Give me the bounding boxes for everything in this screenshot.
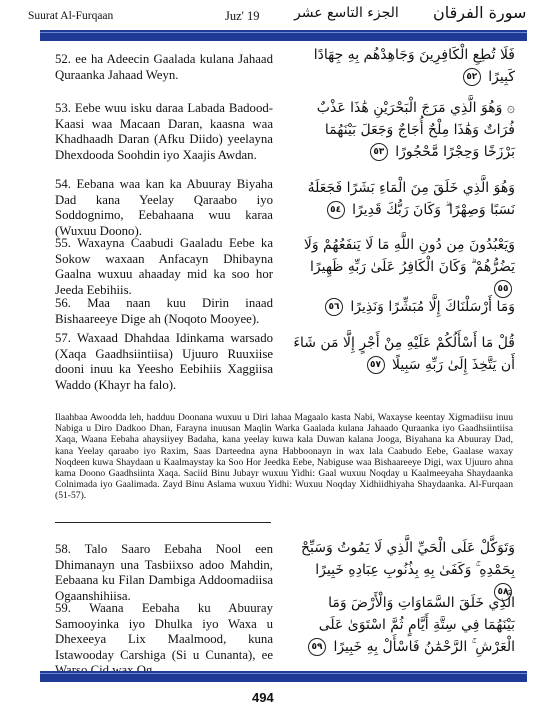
bottom-decorative-band xyxy=(40,671,527,682)
verse-translation-54: 54. Eebana waa kan ka Abuuray Biyaha Dad kana Yeelay Qaraabo iyo Soddognimo, Eebahaana wuu karaa (Wuxuu Doono). xyxy=(55,177,273,238)
juz-label: Juz' 19 xyxy=(225,9,260,23)
surah-title-arabic: سورة الفرقان xyxy=(433,3,527,22)
page-header xyxy=(0,0,540,30)
verse-number-marker: ٥٦ xyxy=(325,298,343,316)
verse-arabic-57: قُلْ مَا أَسْأَلُكُمْ عَلَيْهِ مِنْ أَجْرٍ إِلَّا مَن شَاءَ أَن يَتَّخِذَ إِلَىٰ رَبِّهِ سَبِيلًا ٥٧ xyxy=(293,335,515,373)
verse-translation-59: 59. Waana Eebaha ku Abuuray Samooyinka iyo Dhulka iyo Waxa u Dhexeeya Lix Maalmood, kuna Istawooday Carshiga (Si u Cunanta), ee xyxy=(55,601,273,662)
verse-number-marker: ٥٣ xyxy=(370,143,388,161)
verse-arabic-55: وَيَعْبُدُونَ مِن دُونِ اللَّهِ مَا لَا يَنفَعُهُمْ وَلَا يَضُرُّهُمْ ۗ وَكَانَ الْكَافِرُ عَلَىٰ رَبِّهِ ظَهِيرًا ٥٥ xyxy=(293,234,515,300)
verse-arabic-58: وَتَوَكَّلْ عَلَى الْحَيِّ الَّذِي لَا يَمُوتُ وَسَبِّحْ بِحَمْدِهِ ۚ وَكَفَىٰ بِهِ بِذُنُوبِ عِبَادِهِ خَبِيرًا ٥٨ xyxy=(293,537,515,603)
verse-translation-56: 56. Maa naan kuu Dirin inaad Bishaareeye Dige ah (Noqoto Mooyee). xyxy=(55,296,273,326)
verse-number-marker: ٥٥ xyxy=(494,280,512,298)
section-divider xyxy=(55,522,271,523)
verse-number-marker: ٥٧ xyxy=(367,356,385,374)
verse-number-marker: ٥٤ xyxy=(327,201,345,219)
surah-title: Suurat Al-Furqaan xyxy=(28,10,114,22)
top-decorative-band xyxy=(40,30,527,41)
verse-translation-52: 52. ee ha Adeecin Gaalada kulana Jahaad Quraanka Jahaad Weyn. xyxy=(55,52,273,82)
verse-translation-55: 55. Waxayna Caabudi Gaaladu Eebe ka Sokow waxaan Anfacayn Dhibayna Gaalna wuxuu ahaaday mid ka soo hor Jeeda Eebihiis. xyxy=(55,236,273,297)
verse-translation-57: 57. Waxaad Dhahdaa Idinkama warsado (Xaqa Gaadhsiintiisa) Ujuuro Ruuxiise dooni inuu ka Yeesho Eebihiis Xaggiisa Waddo (Khayr ha falo). xyxy=(55,331,273,392)
verse-arabic-53: ۞ وَهُوَ الَّذِي مَرَجَ الْبَحْرَيْنِ هَٰذَا عَذْبٌ فُرَاتٌ وَهَٰذَا مِلْحٌ أُجَاجٌ وَجَعَلَ بَيْنَهُمَا بَرْزَخًا وَحِجْرًا مَّحْجُورًا ٥٣ xyxy=(316,100,515,160)
verse-arabic-59: الَّذِي خَلَقَ السَّمَاوَاتِ وَالْأَرْضَ وَمَا بَيْنَهُمَا فِي سِتَّةِ أَيَّامٍ ثُمَّ اسْتَوَىٰ عَلَى الْعَرْشِ ۚ الرَّحْمَٰنُ فَاسْأَلْ بِهِ خَبِيرًا ٥٩ xyxy=(293,592,515,658)
verse-arabic-54: وَهُوَ الَّذِي خَلَقَ مِنَ الْمَاءِ بَشَرًا فَجَعَلَهُ نَسَبًا وَصِهْرًا ۗ وَكَانَ رَبُّكَ قَدِيرًا ٥٤ xyxy=(307,180,515,218)
verse-number-marker: ٥٢ xyxy=(463,68,481,86)
verse-arabic-52: فَلَا تُطِعِ الْكَافِرِينَ وَجَاهِدْهُم بِهِ جِهَادًا كَبِيرًا ٥٢ xyxy=(313,47,515,85)
verse-arabic-56: وَمَا أَرْسَلْنَاكَ إِلَّا مُبَشِّرًا وَنَذِيرًا ٥٦ xyxy=(293,296,515,318)
page-number: 494 xyxy=(252,690,274,705)
verse-translation-53: 53. Eebe wuu isku daraa Labada Badood-Kaasi waa Macaan Daran, kaasna waa Khadhaadh Daran (Afku Diido) yeelayna Dhexdooda Soohdin iyo Xaajis Awdan. xyxy=(55,101,273,162)
commentary-paragraph: Ilaahbaa Awoodda leh, hadduu Doonana wuxuu u Diri lahaa Magaalo kasta Nabi, Waxayse keentay Xigmadiisu inuu Nabiga u Diro Dadkoo Dhan, Farayna inuusan Maqlin Warka Gaalada kulana Jahaado Quraanka iyo Gaadhsiintiisa Xaqa, Waana Eebaha ahaysiiyey Badaha, kana yeelay kuwa kala Duwan kalana Jooga, Biyahana ka Abuuray Dad, kana Yeelay qaraabo iyo Raxim, Saas Darteedna ayna Habboonayn in wax lala Caabudo Eebe, Gaalase waxay Noqdeen kuwa Shaydaan u Kaalmaystay ka Soo Hor Jeedka Eebe, Nabiguse waa Bishaareeye Digi, wax Ujuuro ahna kama Doono Gaadhsiinta Xaqa. Saciid Binu Jubayr wuxuu Yidhi: Gaal wuxuu Noqday u Kaalmeeyaha Shaydaanka Colnimada iyo Gaalimada. Zayd Binu Aslama wuxuu Yidhi: Wuxuu Noqday Xidhiidhiyaha Shaydaanka. Al-Furqaan (51-57). xyxy=(55,412,513,502)
verse-number-marker: ٥٨ xyxy=(494,583,512,601)
juz-arabic: الجزء التاسع عشر xyxy=(294,5,399,21)
verse-translation-58: 58. Talo Saaro Eebaha Nool een Dhimanayn una Tasbiixso adoo Mahdin, Eebaana ku Filan Dambiga Addoomadiisa Ogaanshihiisa. xyxy=(55,542,273,603)
verse-number-marker: ٥٩ xyxy=(308,638,326,656)
